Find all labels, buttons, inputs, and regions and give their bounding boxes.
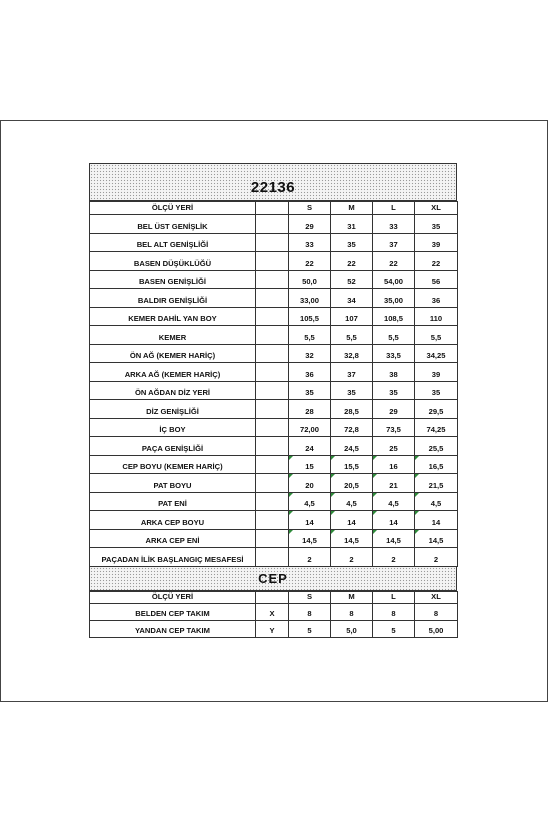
header-label-cell: ÖLÇÜ YERİ [90, 202, 256, 215]
measurement-value: 2 [331, 548, 373, 567]
header-blank-cell [256, 591, 289, 603]
measurement-value: 34 [331, 289, 373, 308]
measurement-value: 2 [289, 548, 331, 567]
measurement-value: 14,5 [331, 529, 373, 548]
measurement-label: DİZ GENİŞLİĞİ [90, 400, 256, 419]
table-row [90, 215, 458, 234]
measurement-value: 38 [373, 363, 415, 382]
measurement-label: ARKA AĞ (KEMER HARİÇ) [90, 363, 256, 382]
measurement-value: 22 [415, 252, 458, 271]
table-row [90, 252, 458, 271]
table-row [90, 437, 458, 456]
measurement-label: ÖN AĞ (KEMER HARİÇ) [90, 344, 256, 363]
code-cell [256, 289, 289, 308]
measurement-label: KEMER [90, 326, 256, 345]
measurement-value: 14 [415, 511, 458, 530]
measurement-value: 22 [373, 252, 415, 271]
measurement-value: 14 [373, 511, 415, 530]
measurement-value: 5,5 [331, 326, 373, 345]
table-row [90, 474, 458, 493]
header-size-cell: L [373, 591, 415, 603]
measurement-value: 14,5 [289, 529, 331, 548]
table-row [90, 289, 458, 308]
measurement-value: 14 [289, 511, 331, 530]
table-row [90, 455, 458, 474]
product-code: 22136 [250, 178, 296, 196]
measurement-value: 22 [289, 252, 331, 271]
measurement-label: BASEN GENİŞLİĞİ [90, 270, 256, 289]
measurement-value: 5,5 [289, 326, 331, 345]
header-size-cell: XL [415, 591, 458, 603]
measurement-label: PAT ENİ [90, 492, 256, 511]
header-size-cell: M [331, 591, 373, 603]
code-cell [256, 215, 289, 234]
code-cell [256, 233, 289, 252]
measurement-value: 33 [373, 215, 415, 234]
measurement-label: BEL ALT GENİŞLİĞİ [90, 233, 256, 252]
table-row [90, 400, 458, 419]
measurement-value: 110 [415, 307, 458, 326]
measurement-label: PAÇA GENİŞLİĞİ [90, 437, 256, 456]
measurement-value: 36 [289, 363, 331, 382]
measurement-value: 14 [331, 511, 373, 530]
pocket-value: 5 [373, 620, 415, 637]
measurement-value: 24,5 [331, 437, 373, 456]
measurement-value: 4,5 [331, 492, 373, 511]
pocket-label: BELDEN CEP TAKIM [90, 603, 256, 620]
measurement-value: 72,8 [331, 418, 373, 437]
measurement-value: 4,5 [373, 492, 415, 511]
table-row [90, 363, 458, 382]
measurement-label: PAT BOYU [90, 474, 256, 493]
code-cell [256, 474, 289, 493]
measurement-value: 28,5 [331, 400, 373, 419]
pocket-value: 5,00 [415, 620, 458, 637]
code-cell [256, 437, 289, 456]
measurement-value: 5,5 [415, 326, 458, 345]
measurement-value: 31 [331, 215, 373, 234]
table-row [90, 548, 458, 567]
measurement-value: 72,00 [289, 418, 331, 437]
measurement-value: 56 [415, 270, 458, 289]
measurement-value: 2 [415, 548, 458, 567]
measurement-value: 35 [331, 381, 373, 400]
table-row [90, 233, 458, 252]
size-chart-sheet [89, 163, 457, 638]
measurement-label: PAÇADAN İLİK BAŞLANGIÇ MESAFESİ [90, 548, 256, 567]
cep-title-band [89, 567, 457, 591]
measurement-label: KEMER DAHİL YAN BOY [90, 307, 256, 326]
table-row [90, 603, 458, 620]
measurement-value: 5,5 [373, 326, 415, 345]
measurement-value: 22 [331, 252, 373, 271]
measurement-value: 108,5 [373, 307, 415, 326]
measurement-label: ÖN AĞDAN DİZ YERİ [90, 381, 256, 400]
pocket-label: YANDAN CEP TAKIM [90, 620, 256, 637]
code-cell [256, 418, 289, 437]
code-cell [256, 381, 289, 400]
table-row [90, 381, 458, 400]
table-row [90, 418, 458, 437]
main-size-table [89, 201, 458, 567]
measurement-value: 20 [289, 474, 331, 493]
table-row [90, 270, 458, 289]
code-cell [256, 400, 289, 419]
code-cell [256, 270, 289, 289]
cep-table-body [90, 591, 458, 637]
product-code-band [89, 163, 457, 201]
header-size-cell: S [289, 202, 331, 215]
measurement-value: 37 [373, 233, 415, 252]
measurement-value: 4,5 [415, 492, 458, 511]
code-cell [256, 492, 289, 511]
header-label-cell: ÖLÇÜ YERİ [90, 591, 256, 603]
code-cell [256, 344, 289, 363]
code-cell [256, 363, 289, 382]
table-row [90, 307, 458, 326]
measurement-value: 34,25 [415, 344, 458, 363]
measurement-value: 15,5 [331, 455, 373, 474]
pocket-code: Y [256, 620, 289, 637]
main-header-row [90, 202, 458, 215]
measurement-value: 14,5 [415, 529, 458, 548]
table-row [90, 326, 458, 345]
pocket-value: 5,0 [331, 620, 373, 637]
measurement-value: 33,00 [289, 289, 331, 308]
code-cell [256, 511, 289, 530]
code-cell [256, 307, 289, 326]
table-row [90, 529, 458, 548]
table-row [90, 492, 458, 511]
pocket-code: X [256, 603, 289, 620]
table-row [90, 620, 458, 637]
measurement-value: 2 [373, 548, 415, 567]
code-cell [256, 548, 289, 567]
measurement-value: 16 [373, 455, 415, 474]
measurement-value: 20,5 [331, 474, 373, 493]
header-blank-cell [256, 202, 289, 215]
measurement-value: 36 [415, 289, 458, 308]
measurement-value: 29,5 [415, 400, 458, 419]
code-cell [256, 252, 289, 271]
measurement-value: 16,5 [415, 455, 458, 474]
measurement-label: CEP BOYU (KEMER HARİÇ) [90, 455, 256, 474]
measurement-value: 39 [415, 363, 458, 382]
measurement-label: ARKA CEP BOYU [90, 511, 256, 530]
measurement-value: 50,0 [289, 270, 331, 289]
measurement-value: 105,5 [289, 307, 331, 326]
pocket-value: 8 [373, 603, 415, 620]
header-size-cell: XL [415, 202, 458, 215]
measurement-value: 73,5 [373, 418, 415, 437]
measurement-value: 4,5 [289, 492, 331, 511]
measurement-value: 33,5 [373, 344, 415, 363]
measurement-value: 107 [331, 307, 373, 326]
measurement-value: 25,5 [415, 437, 458, 456]
measurement-label: ARKA CEP ENİ [90, 529, 256, 548]
pocket-value: 8 [331, 603, 373, 620]
header-size-cell: M [331, 202, 373, 215]
table-row [90, 344, 458, 363]
header-size-cell: L [373, 202, 415, 215]
measurement-value: 35 [415, 215, 458, 234]
cep-header-row [90, 591, 458, 603]
measurement-value: 37 [331, 363, 373, 382]
measurement-value: 29 [373, 400, 415, 419]
measurement-label: BEL ÜST GENİŞLİK [90, 215, 256, 234]
cep-size-table [89, 591, 458, 638]
measurement-value: 74,25 [415, 418, 458, 437]
measurement-value: 35 [331, 233, 373, 252]
measurement-value: 25 [373, 437, 415, 456]
measurement-value: 52 [331, 270, 373, 289]
measurement-value: 32,8 [331, 344, 373, 363]
measurement-label: BALDIR GENİŞLİĞİ [90, 289, 256, 308]
measurement-value: 28 [289, 400, 331, 419]
measurement-value: 39 [415, 233, 458, 252]
measurement-value: 14,5 [373, 529, 415, 548]
measurement-value: 35 [289, 381, 331, 400]
measurement-value: 35 [415, 381, 458, 400]
table-row [90, 511, 458, 530]
measurement-value: 35,00 [373, 289, 415, 308]
measurement-value: 54,00 [373, 270, 415, 289]
main-table-body [90, 202, 458, 567]
code-cell [256, 326, 289, 345]
measurement-value: 32 [289, 344, 331, 363]
pocket-value: 5 [289, 620, 331, 637]
measurement-value: 29 [289, 215, 331, 234]
measurement-value: 21,5 [415, 474, 458, 493]
cep-title: CEP [258, 570, 288, 586]
code-cell [256, 529, 289, 548]
measurement-value: 21 [373, 474, 415, 493]
code-cell [256, 455, 289, 474]
measurement-value: 15 [289, 455, 331, 474]
measurement-label: İÇ BOY [90, 418, 256, 437]
measurement-value: 35 [373, 381, 415, 400]
pocket-value: 8 [415, 603, 458, 620]
measurement-value: 33 [289, 233, 331, 252]
pocket-value: 8 [289, 603, 331, 620]
measurement-value: 24 [289, 437, 331, 456]
header-size-cell: S [289, 591, 331, 603]
measurement-label: BASEN DÜŞÜKLÜĞÜ [90, 252, 256, 271]
